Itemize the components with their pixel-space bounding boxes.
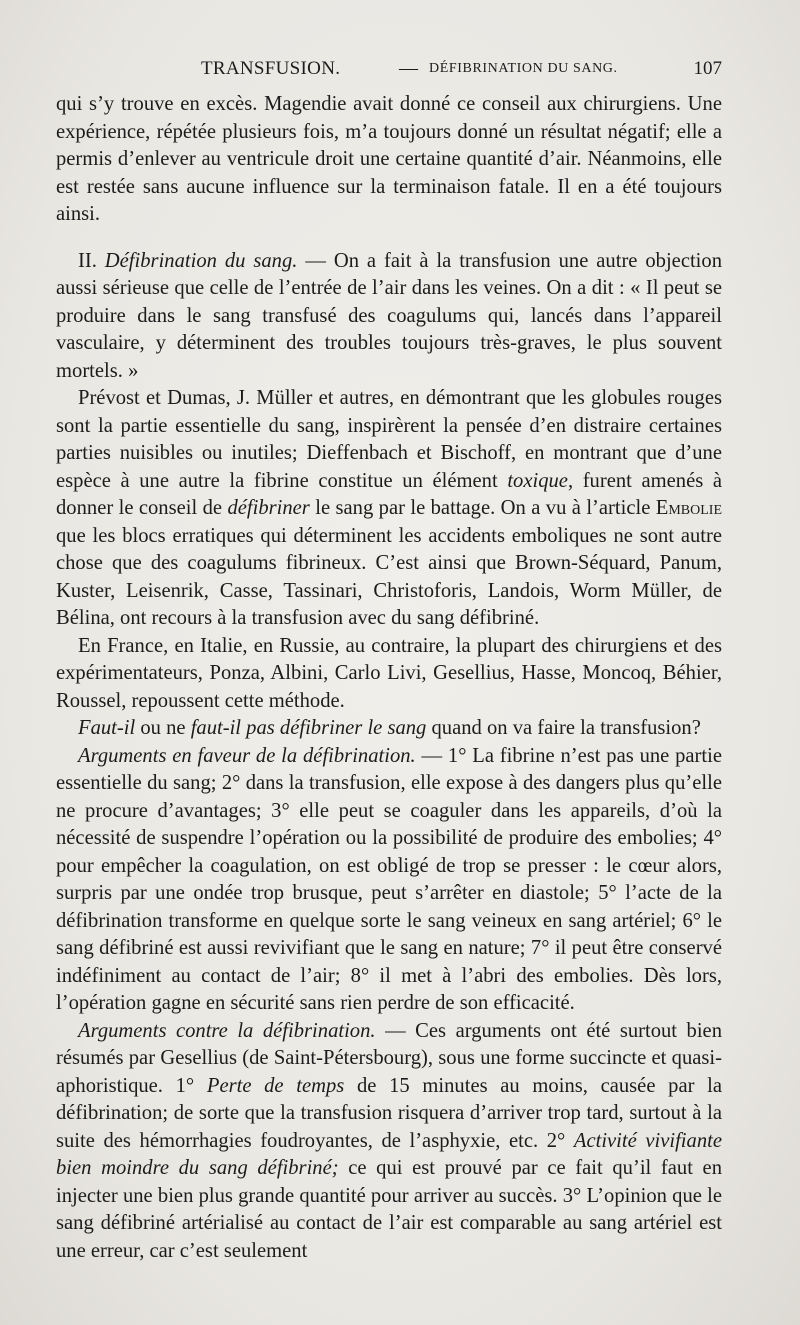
text-run: ou ne [135,717,191,739]
subheading: Arguments en faveur de la défibrination. [78,744,416,767]
emphasis-text: Activité vivifiante bien moindre du sang défibriné; [56,1129,722,1179]
text-run: , furent amenés à donner le conseil de [56,469,722,519]
text-run: de 15 minutes au moins, causée par la défibrination; de sorte que la transfusion risquera d’arriver trop tard, surtout à la suite des hémorrhagies foudroyantes, de l’asphyxie, etc. 2° [56,1074,722,1152]
emphasis-text: faut-il pas défibriner le sang [190,717,427,739]
text-run: — 1° La fibrine n’est pas une partie essentielle du sang; 2° dans la transfusion, elle expose à des dangers plus qu’elle ne procure d’avantages; 3° elle peut se coaguler dans les appareils, d’où la nécessité de suspendre l’opération ou la possibilité de produire des embolies; 4° pour empêcher la coagulation, on est obligé de trop se presser : le cœur alors, surpris par une ondée trop brusque, peut s’arrêter en diastole; 5° l’acte de la défibrination transforme en quelque sorte le sang veineux en sang artériel; 6° le sang défibriné est aussi revivifiant que le sang en nature; 7° il peut être conservé indéfiniment au contact de l’air; 8° il met à l’abri des embolies. Dès lors, l’opération gagne en sécurité sans rien perdre de son efficacité. [56,744,722,1014]
emphasis-text: toxique [507,469,568,492]
header-title: TRANSFUSION. [201,58,341,79]
text-run: — On a fait à la transfusion une autre objection aussi sérieuse que celle de l’entrée de l’air dans les veines. On a dit : « Il peut se produire dans le sang transfusé des coagulums qui, lancés dans l’appareil vasculaire, y déterminent des troubles toujours très-graves, le plus souvent mortels. » [56,249,722,382]
page-body [56,91,722,1265]
emphasis-text: défibriner [227,497,310,519]
paragraph-history [56,385,722,633]
text-run: En France, en Italie, en Russie, au contraire, la plupart des chirurgiens et des expérimentateurs, Ponza, Albini, Carlo Livi, Gesellius, Hasse, Moncoq, Béhier, Roussel, repoussent cette méthode. [56,634,722,712]
running-header [56,58,722,88]
section-number: II. [78,249,105,272]
text-run: Prévost et Dumas, J. Müller et autres, en démontrant que les globules rouges sont la partie essentielle du sang, inspirèrent la pensée d’en distraire certaines parties nuisibles ou inutiles; Dieffenbach et Bischoff, en montrant que d’une espèce à une autre la fibrine constitue un élément [56,387,722,492]
emphasis-text: Faut-il [78,717,136,739]
page-number: 107 [693,58,722,79]
paragraph-question [56,715,722,743]
text-run: le sang par le battage. On a vu à l’article [309,497,656,519]
section-heading: Défibrination du sang. [104,249,298,272]
paragraph-opponents [56,633,722,716]
text-run: que les blocs erratiques qui déterminent les accidents emboliques ne sont autre chose que des coagulums fibrineux. C’est ainsi que Brown-Séquard, Panum, Kuster, Leisenrik, Casse, Tassinari, Christoforis, Landois, Worm Müller, de Bélina, ont recours à la transfusion avec du sang défibriné. [56,524,722,629]
paragraph-section-ii [56,248,722,386]
text-run: quand on va faire la transfusion? [426,717,701,739]
text-run: — Ces arguments ont été surtout bien résumés par Gesellius (de Saint-Pétersbourg), sous une forme succincte et quasi-aphoristique. 1° [56,1019,722,1097]
cross-reference: Embolie [655,497,722,519]
header-dash: — [399,58,418,79]
paragraph-arguments-against [56,1018,722,1266]
emphasis-text: Perte de temps [206,1074,345,1097]
subheading: Arguments contre la défibrination. [78,1019,376,1042]
text-run: qui s’y trouve en excès. Magendie avait donné ce conseil aux chirurgiens. Une expérience, répétée plusieurs fois, m’a toujours donné un résultat négatif; elle a permis d’enlever au ventricule droit une certaine quantité d’air. Néanmoins, elle est restée sans aucune influence sur la terminaison fatale. Il en a été toujours ainsi. [56,93,722,225]
text-run: ce qui est prouvé par ce fait qu’il faut en injecter une bien plus grande quantité pour arriver au succès. 3° L’opinion que le sang défibriné artérialisé au contact de l’air est comparable au sang artériel est une erreur, car c’est seulement [56,1157,722,1262]
paragraph-continuation [56,91,722,229]
header-subtitle: DÉFIBRINATION DU SANG. [429,61,618,76]
paragraph-arguments-for [56,743,722,1018]
